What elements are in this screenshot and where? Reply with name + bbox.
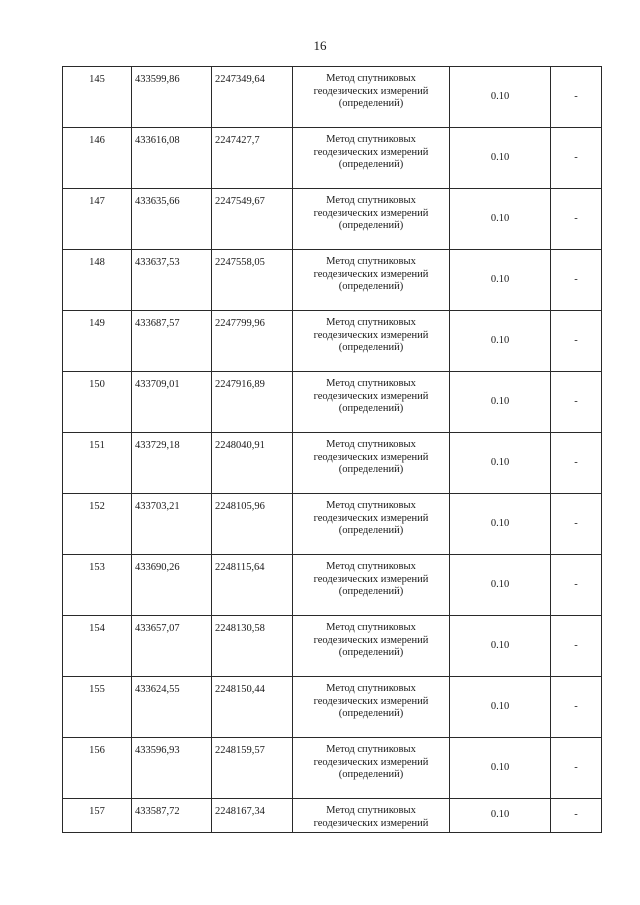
point-number-cell <box>63 372 132 433</box>
x-coordinate: 433637,53 <box>135 257 180 268</box>
accuracy-cell: 0.10 <box>450 616 551 677</box>
x-coordinate-cell <box>132 799 212 833</box>
x-coordinate-cell <box>132 67 212 128</box>
accuracy-cell: 0.10 <box>450 189 551 250</box>
point-number-cell <box>63 799 132 833</box>
y-coordinate-cell <box>212 372 293 433</box>
point-number: 146 <box>89 135 105 146</box>
y-coordinate-cell <box>212 128 293 189</box>
method-text: Метод спутниковых геодезических измерений (определений) <box>313 378 429 415</box>
point-number: 152 <box>89 501 105 512</box>
method-cell <box>293 738 450 799</box>
accuracy-cell: 0.10 <box>450 555 551 616</box>
description-cell: - <box>551 494 602 555</box>
method-cell <box>293 372 450 433</box>
x-coordinate: 433635,66 <box>135 196 180 207</box>
y-coordinate: 2247558,05 <box>215 257 265 268</box>
accuracy-cell: 0.10 <box>450 494 551 555</box>
description-cell: - <box>551 250 602 311</box>
y-coordinate: 2247427,7 <box>215 135 260 146</box>
method-cell <box>293 494 450 555</box>
accuracy-cell: 0.10 <box>450 67 551 128</box>
y-coordinate: 2247799,96 <box>215 318 265 329</box>
point-number-cell <box>63 67 132 128</box>
point-number: 155 <box>89 684 105 695</box>
description-cell: - <box>551 616 602 677</box>
method-text: Метод спутниковых геодезических измерений (определений) <box>313 561 429 598</box>
table-row <box>63 433 602 494</box>
x-coordinate-cell <box>132 250 212 311</box>
y-coordinate-cell <box>212 494 293 555</box>
x-coordinate: 433703,21 <box>135 501 180 512</box>
point-number-cell <box>63 189 132 250</box>
accuracy-cell: 0.10 <box>450 311 551 372</box>
method-text: Метод спутниковых геодезических измерений (определений) <box>313 744 429 781</box>
method-cell <box>293 311 450 372</box>
accuracy-cell: 0.10 <box>450 677 551 738</box>
method-cell <box>293 250 450 311</box>
table-row <box>63 555 602 616</box>
table-row <box>63 494 602 555</box>
point-number-cell <box>63 738 132 799</box>
table-row <box>63 189 602 250</box>
method-text: Метод спутниковых геодезических измерений (определений) <box>313 500 429 537</box>
coordinates-table-body <box>63 67 602 833</box>
method-text: Метод спутниковых геодезических измерений (определений) <box>313 622 429 659</box>
description-cell: - <box>551 67 602 128</box>
table-row <box>63 616 602 677</box>
x-coordinate-cell <box>132 677 212 738</box>
y-coordinate-cell <box>212 311 293 372</box>
y-coordinate: 2248167,34 <box>215 806 265 817</box>
method-text: Метод спутниковых геодезических измерений (определений) <box>313 683 429 720</box>
method-cell <box>293 799 450 833</box>
accuracy-cell: 0.10 <box>450 799 551 833</box>
table-row <box>63 738 602 799</box>
point-number: 151 <box>89 440 105 451</box>
description-cell: - <box>551 677 602 738</box>
x-coordinate: 433690,26 <box>135 562 180 573</box>
table-row <box>63 250 602 311</box>
x-coordinate: 433709,01 <box>135 379 180 390</box>
table-row <box>63 128 602 189</box>
x-coordinate: 433729,18 <box>135 440 180 451</box>
method-cell <box>293 128 450 189</box>
point-number: 147 <box>89 196 105 207</box>
point-number-cell <box>63 494 132 555</box>
point-number-cell <box>63 311 132 372</box>
accuracy-cell: 0.10 <box>450 250 551 311</box>
table-row <box>63 799 602 833</box>
x-coordinate-cell <box>132 128 212 189</box>
method-cell <box>293 616 450 677</box>
y-coordinate: 2247916,89 <box>215 379 265 390</box>
point-number-cell <box>63 250 132 311</box>
y-coordinate-cell <box>212 616 293 677</box>
description-cell: - <box>551 189 602 250</box>
table-row <box>63 372 602 433</box>
x-coordinate: 433616,08 <box>135 135 180 146</box>
point-number: 153 <box>89 562 105 573</box>
coordinates-table <box>62 66 602 833</box>
description-cell: - <box>551 128 602 189</box>
point-number-cell <box>63 555 132 616</box>
point-number: 149 <box>89 318 105 329</box>
method-cell <box>293 67 450 128</box>
point-number: 145 <box>89 74 105 85</box>
method-cell <box>293 555 450 616</box>
point-number-cell <box>63 616 132 677</box>
accuracy-cell: 0.10 <box>450 372 551 433</box>
table-row <box>63 311 602 372</box>
x-coordinate-cell <box>132 189 212 250</box>
x-coordinate: 433599,86 <box>135 74 180 85</box>
x-coordinate-cell <box>132 555 212 616</box>
x-coordinate-cell <box>132 616 212 677</box>
y-coordinate-cell <box>212 433 293 494</box>
y-coordinate: 2247349,64 <box>215 74 265 85</box>
point-number: 154 <box>89 623 105 634</box>
description-cell: - <box>551 738 602 799</box>
accuracy-cell: 0.10 <box>450 738 551 799</box>
y-coordinate-cell <box>212 555 293 616</box>
method-cell <box>293 677 450 738</box>
y-coordinate: 2248130,58 <box>215 623 265 634</box>
method-text: Метод спутниковых геодезических измерений (определений) <box>313 134 429 171</box>
y-coordinate-cell <box>212 250 293 311</box>
accuracy-cell: 0.10 <box>450 433 551 494</box>
y-coordinate: 2247549,67 <box>215 196 265 207</box>
description-cell: - <box>551 372 602 433</box>
y-coordinate-cell <box>212 67 293 128</box>
y-coordinate: 2248150,44 <box>215 684 265 695</box>
method-text: Метод спутниковых геодезических измерений (определений) <box>313 317 429 354</box>
x-coordinate-cell <box>132 372 212 433</box>
table-row <box>63 67 602 128</box>
table-row <box>63 677 602 738</box>
x-coordinate-cell <box>132 494 212 555</box>
x-coordinate: 433624,55 <box>135 684 180 695</box>
y-coordinate-cell <box>212 189 293 250</box>
description-cell: - <box>551 555 602 616</box>
x-coordinate: 433687,57 <box>135 318 180 329</box>
point-number-cell <box>63 433 132 494</box>
point-number: 150 <box>89 379 105 390</box>
x-coordinate: 433657,07 <box>135 623 180 634</box>
y-coordinate: 2248105,96 <box>215 501 265 512</box>
method-text: Метод спутниковых геодезических измерений (определений) <box>313 195 429 232</box>
x-coordinate-cell <box>132 738 212 799</box>
method-text: Метод спутниковых геодезических измерений (определений) <box>313 439 429 476</box>
y-coordinate: 2248040,91 <box>215 440 265 451</box>
point-number-cell <box>63 677 132 738</box>
method-text: Метод спутниковых геодезических измерений (определений) <box>313 256 429 293</box>
y-coordinate-cell <box>212 677 293 738</box>
y-coordinate-cell <box>212 738 293 799</box>
y-coordinate: 2248159,57 <box>215 745 265 756</box>
x-coordinate-cell <box>132 311 212 372</box>
accuracy-cell: 0.10 <box>450 128 551 189</box>
method-text: Метод спутниковых геодезических измерений (определений) <box>313 73 429 110</box>
point-number-cell <box>63 128 132 189</box>
method-cell <box>293 433 450 494</box>
point-number: 156 <box>89 745 105 756</box>
method-cell <box>293 189 450 250</box>
y-coordinate: 2248115,64 <box>215 562 265 573</box>
x-coordinate: 433596,93 <box>135 745 180 756</box>
y-coordinate-cell <box>212 799 293 833</box>
x-coordinate: 433587,72 <box>135 806 180 817</box>
point-number: 148 <box>89 257 105 268</box>
method-text: Метод спутниковых геодезических измерений <box>313 805 429 829</box>
point-number: 157 <box>89 806 105 817</box>
description-cell: - <box>551 311 602 372</box>
description-cell: - <box>551 799 602 833</box>
page-number: 16 <box>313 38 327 53</box>
x-coordinate-cell <box>132 433 212 494</box>
description-cell: - <box>551 433 602 494</box>
